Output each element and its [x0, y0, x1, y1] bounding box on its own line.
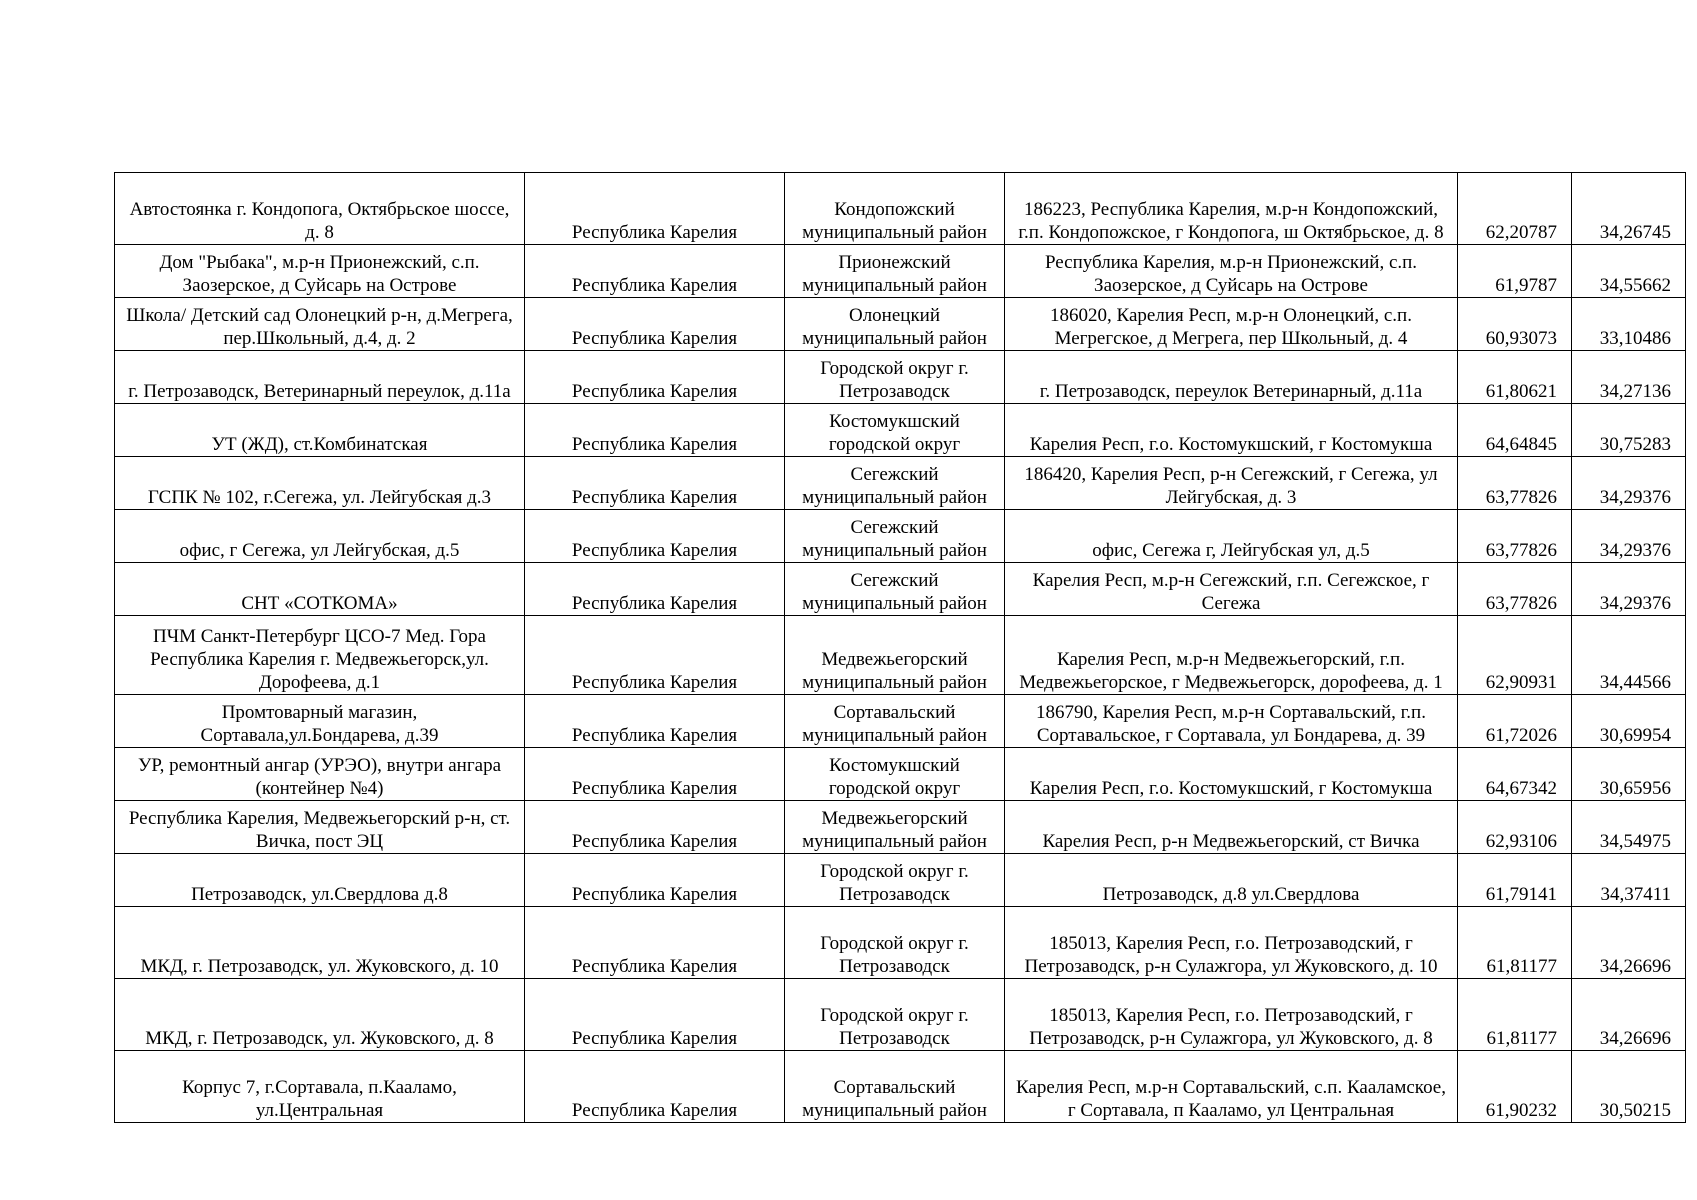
cell-address: Карелия Респ, г.о. Костомукшский, г Костомукша	[1005, 404, 1458, 457]
cell-district: Сортавальский муниципальный район	[785, 1051, 1005, 1123]
cell-longitude: 30,69954	[1572, 695, 1686, 748]
cell-longitude: 34,26745	[1572, 173, 1686, 245]
cell-latitude: 61,79141	[1458, 854, 1572, 907]
cell-latitude: 60,93073	[1458, 298, 1572, 351]
table-row	[115, 298, 1686, 351]
table-row	[115, 616, 1686, 695]
cell-object-name: УТ (ЖД), ст.Комбинатская	[115, 404, 525, 457]
cell-region: Республика Карелия	[525, 510, 785, 563]
cell-object-name: СНТ «СОТКОМА»	[115, 563, 525, 616]
cell-latitude: 61,81177	[1458, 979, 1572, 1051]
cell-district: Городской округ г. Петрозаводск	[785, 907, 1005, 979]
cell-longitude: 34,27136	[1572, 351, 1686, 404]
table-row	[115, 173, 1686, 245]
cell-object-name: ГСПК № 102, г.Сегежа, ул. Лейгубская д.3	[115, 457, 525, 510]
table-row	[115, 801, 1686, 854]
cell-longitude: 34,55662	[1572, 245, 1686, 298]
cell-region: Республика Карелия	[525, 616, 785, 695]
cell-latitude: 62,90931	[1458, 616, 1572, 695]
cell-address: офис, Сегежа г, Лейгубская ул, д.5	[1005, 510, 1458, 563]
locations-table	[114, 172, 1686, 1123]
cell-object-name: УР, ремонтный ангар (УРЭО), внутри ангара (контейнер №4)	[115, 748, 525, 801]
cell-object-name: Школа/ Детский сад Олонецкий р-н, д.Мегрега, пер.Школьный, д.4, д. 2	[115, 298, 525, 351]
table-row	[115, 695, 1686, 748]
table-row	[115, 748, 1686, 801]
cell-region: Республика Карелия	[525, 298, 785, 351]
cell-latitude: 61,80621	[1458, 351, 1572, 404]
cell-district: Костомукшский городской округ	[785, 748, 1005, 801]
cell-address: Карелия Респ, р-н Медвежьегорский, ст Вичка	[1005, 801, 1458, 854]
cell-region: Республика Карелия	[525, 801, 785, 854]
cell-address: Карелия Респ, м.р-н Медвежьегорский, г.п. Медвежьегорское, г Медвежьегорск, дорофеева, д. 1	[1005, 616, 1458, 695]
table-row	[115, 979, 1686, 1051]
cell-longitude: 30,75283	[1572, 404, 1686, 457]
cell-object-name: Промтоварный магазин, Сортавала,ул.Бондарева, д.39	[115, 695, 525, 748]
cell-longitude: 34,37411	[1572, 854, 1686, 907]
table-row	[115, 907, 1686, 979]
cell-address: 185013, Карелия Респ, г.о. Петрозаводский, г Петрозаводск, р-н Сулажгора, ул Жуковского, д. 10	[1005, 907, 1458, 979]
cell-longitude: 34,29376	[1572, 457, 1686, 510]
cell-object-name: Автостоянка г. Кондопога, Октябрьское шоссе, д. 8	[115, 173, 525, 245]
cell-object-name: офис, г Сегежа, ул Лейгубская, д.5	[115, 510, 525, 563]
table-row	[115, 563, 1686, 616]
cell-object-name: Петрозаводск, ул.Свердлова д.8	[115, 854, 525, 907]
cell-address: Петрозаводск, д.8 ул.Свердлова	[1005, 854, 1458, 907]
table-row	[115, 510, 1686, 563]
cell-district: Кондопожский муниципальный район	[785, 173, 1005, 245]
cell-address: Республика Карелия, м.р-н Прионежский, с.п. Заозерское, д Суйсарь на Острове	[1005, 245, 1458, 298]
table-body	[115, 173, 1686, 1123]
cell-district: Костомукшский городской округ	[785, 404, 1005, 457]
cell-latitude: 61,9787	[1458, 245, 1572, 298]
cell-region: Республика Карелия	[525, 245, 785, 298]
cell-latitude: 61,90232	[1458, 1051, 1572, 1123]
cell-region: Республика Карелия	[525, 1051, 785, 1123]
cell-region: Республика Карелия	[525, 695, 785, 748]
cell-address: 186790, Карелия Респ, м.р-н Сортавальский, г.п. Сортавальское, г Сортавала, ул Бондарева, д. 39	[1005, 695, 1458, 748]
cell-latitude: 62,20787	[1458, 173, 1572, 245]
cell-region: Республика Карелия	[525, 351, 785, 404]
cell-latitude: 62,93106	[1458, 801, 1572, 854]
cell-latitude: 61,72026	[1458, 695, 1572, 748]
cell-region: Республика Карелия	[525, 563, 785, 616]
cell-object-name: МКД, г. Петрозаводск, ул. Жуковского, д. 8	[115, 979, 525, 1051]
cell-district: Сортавальский муниципальный район	[785, 695, 1005, 748]
cell-object-name: МКД, г. Петрозаводск, ул. Жуковского, д. 10	[115, 907, 525, 979]
cell-latitude: 63,77826	[1458, 510, 1572, 563]
cell-district: Медвежьегорский муниципальный район	[785, 801, 1005, 854]
cell-longitude: 33,10486	[1572, 298, 1686, 351]
cell-longitude: 34,26696	[1572, 907, 1686, 979]
cell-longitude: 34,29376	[1572, 510, 1686, 563]
cell-region: Республика Карелия	[525, 457, 785, 510]
cell-address: 186020, Карелия Респ, м.р-н Олонецкий, с.п. Мегрегское, д Мегрега, пер Школьный, д. 4	[1005, 298, 1458, 351]
cell-latitude: 61,81177	[1458, 907, 1572, 979]
cell-district: Сегежский муниципальный район	[785, 510, 1005, 563]
cell-latitude: 63,77826	[1458, 563, 1572, 616]
cell-district: Городской округ г. Петрозаводск	[785, 979, 1005, 1051]
cell-object-name: ПЧМ Санкт-Петербург ЦСО-7 Мед. Гора Республика Карелия г. Медвежьегорск,ул. Дорофеева, д.1	[115, 616, 525, 695]
cell-district: Сегежский муниципальный район	[785, 457, 1005, 510]
cell-region: Республика Карелия	[525, 404, 785, 457]
cell-longitude: 30,50215	[1572, 1051, 1686, 1123]
cell-object-name: г. Петрозаводск, Ветеринарный переулок, д.11а	[115, 351, 525, 404]
cell-district: Медвежьегорский муниципальный район	[785, 616, 1005, 695]
cell-longitude: 34,44566	[1572, 616, 1686, 695]
cell-region: Республика Карелия	[525, 907, 785, 979]
table-row	[115, 1051, 1686, 1123]
cell-address: г. Петрозаводск, переулок Ветеринарный, д.11а	[1005, 351, 1458, 404]
cell-district: Олонецкий муниципальный район	[785, 298, 1005, 351]
cell-longitude: 30,65956	[1572, 748, 1686, 801]
cell-address: Карелия Респ, г.о. Костомукшский, г Костомукша	[1005, 748, 1458, 801]
cell-latitude: 63,77826	[1458, 457, 1572, 510]
cell-longitude: 34,26696	[1572, 979, 1686, 1051]
cell-region: Республика Карелия	[525, 173, 785, 245]
cell-region: Республика Карелия	[525, 979, 785, 1051]
cell-district: Городской округ г. Петрозаводск	[785, 854, 1005, 907]
cell-object-name: Дом "Рыбака", м.р-н Прионежский, с.п. Заозерское, д Суйсарь на Острове	[115, 245, 525, 298]
table-row	[115, 404, 1686, 457]
cell-latitude: 64,64845	[1458, 404, 1572, 457]
cell-latitude: 64,67342	[1458, 748, 1572, 801]
cell-longitude: 34,54975	[1572, 801, 1686, 854]
cell-address: 186420, Карелия Респ, р-н Сегежский, г Сегежа, ул Лейгубская, д. 3	[1005, 457, 1458, 510]
cell-region: Республика Карелия	[525, 748, 785, 801]
table-row	[115, 351, 1686, 404]
table-row	[115, 457, 1686, 510]
cell-district: Сегежский муниципальный район	[785, 563, 1005, 616]
cell-address: Карелия Респ, м.р-н Сортавальский, с.п. Кааламское, г Сортавала, п Кааламо, ул Центральная	[1005, 1051, 1458, 1123]
cell-address: 185013, Карелия Респ, г.о. Петрозаводский, г Петрозаводск, р-н Сулажгора, ул Жуковского, д. 8	[1005, 979, 1458, 1051]
table-row	[115, 854, 1686, 907]
cell-address: 186223, Республика Карелия, м.р-н Кондопожский, г.п. Кондопожское, г Кондопога, ш Октябрьское, д. 8	[1005, 173, 1458, 245]
cell-region: Республика Карелия	[525, 854, 785, 907]
cell-longitude: 34,29376	[1572, 563, 1686, 616]
cell-district: Прионежский муниципальный район	[785, 245, 1005, 298]
cell-address: Карелия Респ, м.р-н Сегежский, г.п. Сегежское, г Сегежа	[1005, 563, 1458, 616]
cell-object-name: Корпус 7, г.Сортавала, п.Кааламо, ул.Центральная	[115, 1051, 525, 1123]
table-row	[115, 245, 1686, 298]
cell-object-name: Республика Карелия, Медвежьегорский р-н, ст. Вичка, пост ЭЦ	[115, 801, 525, 854]
cell-district: Городской округ г. Петрозаводск	[785, 351, 1005, 404]
